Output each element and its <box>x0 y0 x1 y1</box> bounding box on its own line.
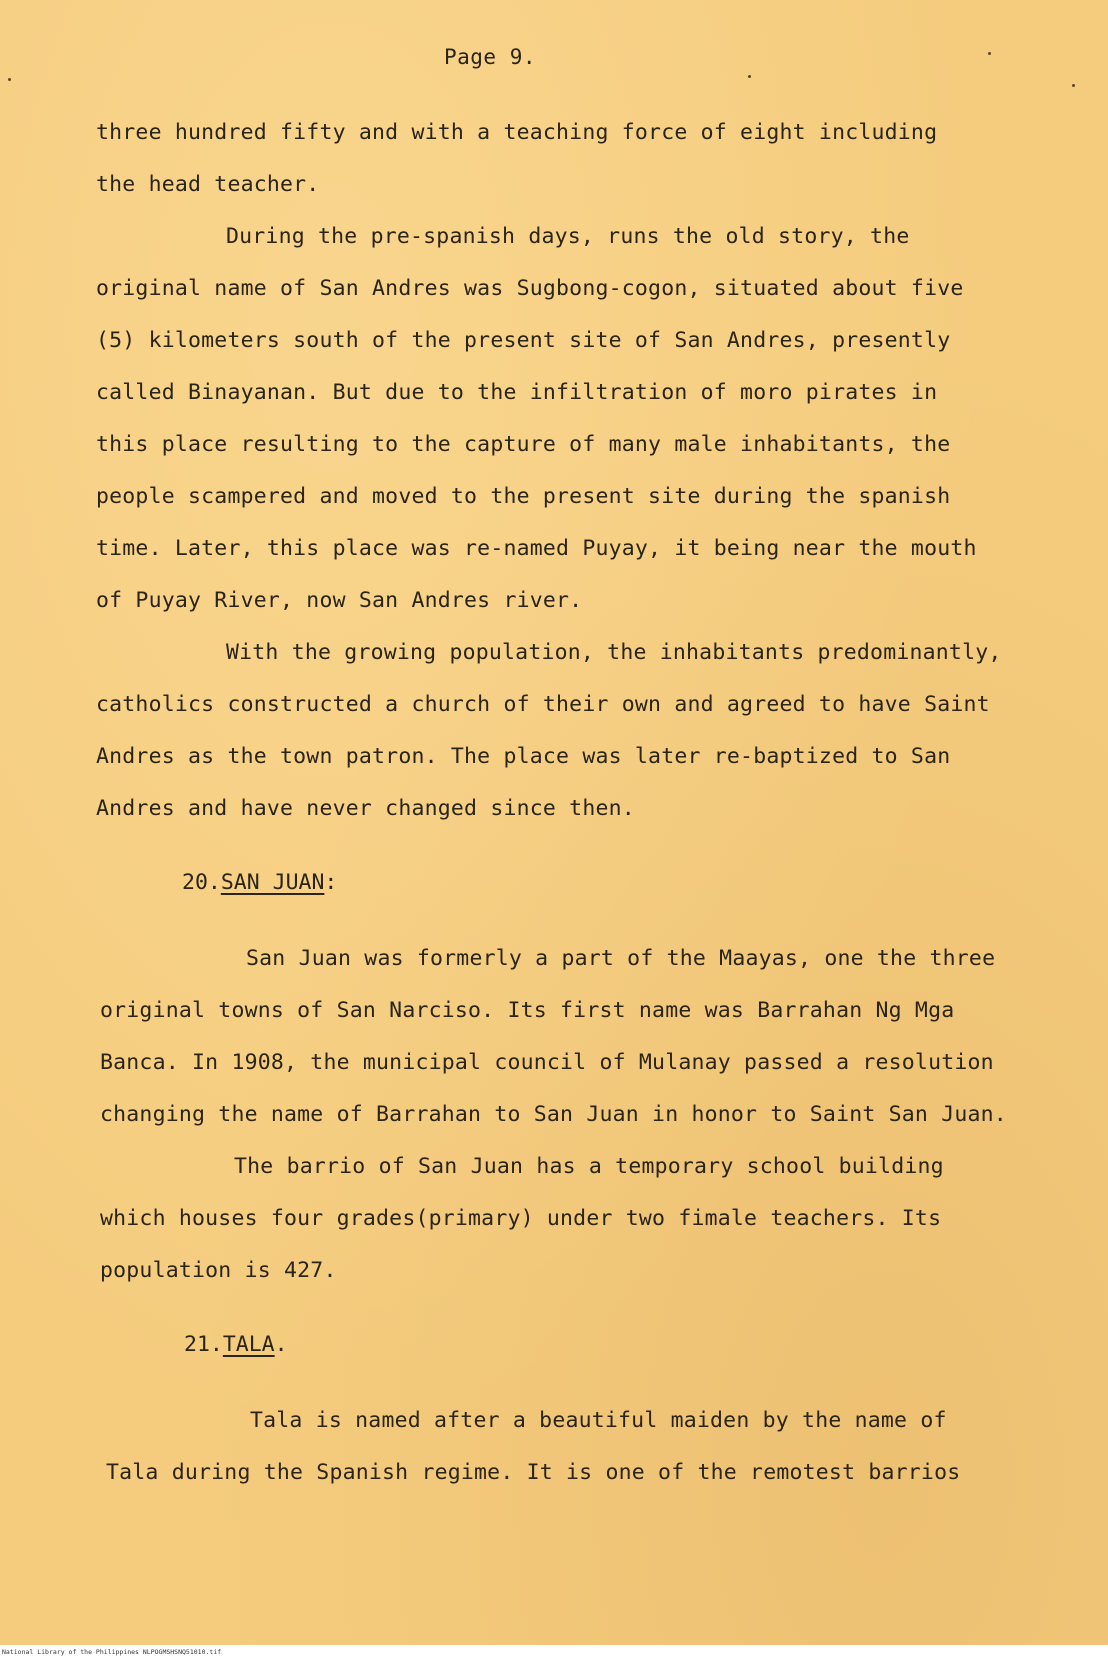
text-line: changing the name of Barrahan to San Juan in honor to Saint San Juan. <box>100 1102 1007 1127</box>
text-line: Andres and have never changed since then. <box>96 796 635 821</box>
archive-footer: National Library of the Philippines NLPOGMSHSNQ51010.tif <box>2 1648 222 1656</box>
section-heading-tala <box>184 1332 288 1357</box>
text-line: original name of San Andres was Sugbong-cogon, situated about five <box>96 276 964 301</box>
text-line: San Juan was formerly a part of the Maayas, one the three <box>246 946 996 971</box>
text-line: three hundred fifty and with a teaching force of eight including <box>96 120 938 145</box>
text-line: Tala during the Spanish regime. It is one of the remotest barrios <box>106 1460 961 1485</box>
text-line: original towns of San Narciso. Its first name was Barrahan Ng Mga <box>100 998 955 1023</box>
text-line: of Puyay River, now San Andres river. <box>96 588 583 613</box>
text-line: which houses four grades(primary) under two fimale teachers. Its <box>100 1206 942 1231</box>
text-line: Banca. In 1908, the municipal council of Mulanay passed a resolution <box>100 1050 994 1075</box>
text-line: this place resulting to the capture of many male inhabitants, the <box>96 432 951 457</box>
text-line: time. Later, this place was re-named Puyay, it being near the mouth <box>96 536 977 561</box>
paper-speck <box>988 52 991 55</box>
page-number: Page 9. <box>444 45 537 69</box>
paper-speck <box>8 78 11 81</box>
section-suffix: . <box>274 1332 288 1357</box>
text-line: (5) kilometers south of the present site of San Andres, presently <box>96 328 951 353</box>
text-line: the head teacher. <box>96 172 320 197</box>
paper-speck <box>748 75 751 78</box>
section-heading-san-juan <box>182 870 337 895</box>
section-number: 20. <box>182 870 221 895</box>
text-line: The barrio of San Juan has a temporary school building <box>234 1154 944 1179</box>
text-line: Tala is named after a beautiful maiden by the name of <box>250 1408 947 1433</box>
text-line: During the pre-spanish days, runs the old story, the <box>226 224 910 249</box>
section-number: 21. <box>184 1332 223 1357</box>
text-line: catholics constructed a church of their own and agreed to have Saint <box>96 692 990 717</box>
text-line: population is 427. <box>100 1258 337 1283</box>
text-line: Andres as the town patron. The place was later re-baptized to San <box>96 744 951 769</box>
section-title: SAN JUAN <box>220 870 325 895</box>
section-suffix: : <box>324 870 338 895</box>
paper-speck <box>1072 84 1075 87</box>
text-line: called Binayanan. But due to the infiltration of moro pirates in <box>96 380 938 405</box>
text-line: people scampered and moved to the present site during the spanish <box>96 484 951 509</box>
text-line: With the growing population, the inhabitants predominantly, <box>226 640 1002 665</box>
section-title: TALA <box>222 1332 275 1357</box>
